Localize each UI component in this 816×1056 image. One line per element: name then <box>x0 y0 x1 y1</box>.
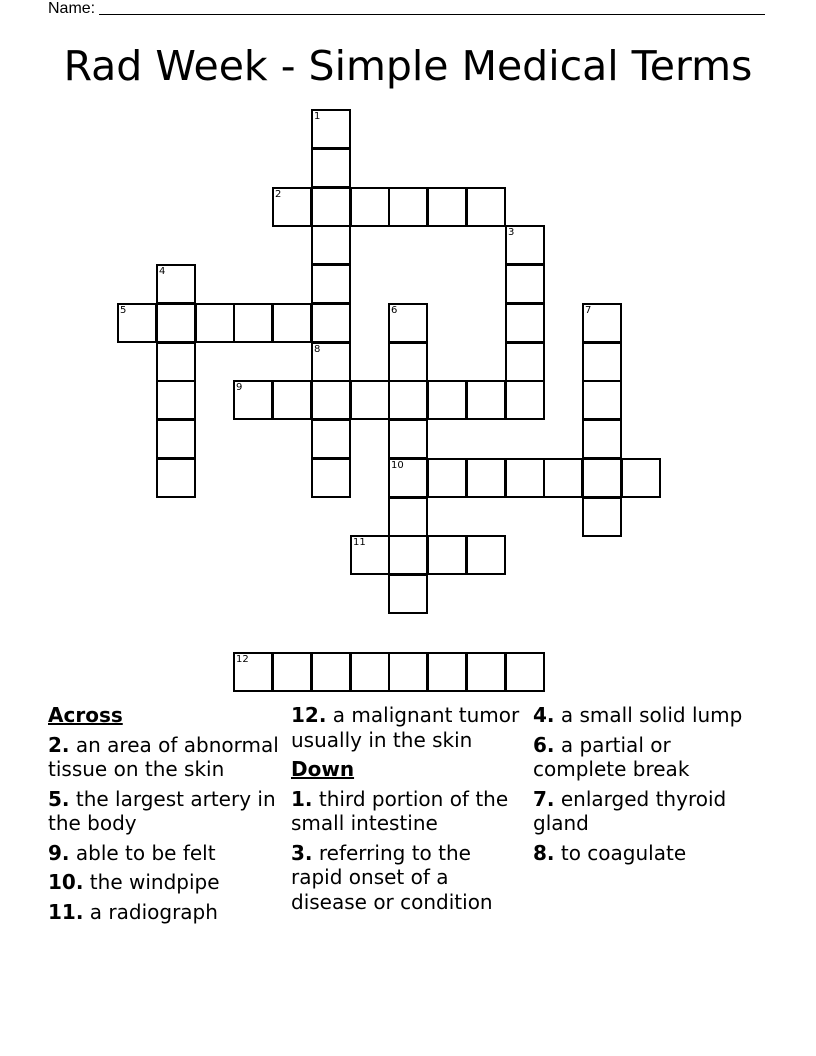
clue-text: the largest artery in the body <box>48 786 276 835</box>
grid-cell[interactable] <box>427 535 467 575</box>
clue-text: a small solid lump <box>560 703 743 727</box>
clue-column-1 <box>48 703 280 929</box>
clue-number: 12. <box>291 703 327 727</box>
clue-number: 1. <box>291 786 313 811</box>
cell-number: 12 <box>236 654 249 665</box>
clue-number: 11. <box>48 899 84 924</box>
grid-cell[interactable] <box>466 187 506 227</box>
cell-number: 5 <box>120 305 127 316</box>
grid-cell[interactable] <box>466 458 506 498</box>
grid-cell[interactable] <box>388 652 428 692</box>
grid-cell[interactable] <box>350 380 390 420</box>
cell-number: 7 <box>585 305 592 316</box>
grid-cell[interactable] <box>582 342 622 382</box>
grid-cell[interactable] <box>582 303 622 343</box>
grid-cell[interactable] <box>388 187 428 227</box>
clue-text: a radiograph <box>89 899 218 924</box>
clue-number: 7. <box>533 786 555 811</box>
grid-cell[interactable] <box>388 458 428 498</box>
down-clue <box>533 703 765 728</box>
grid-cell[interactable] <box>311 458 351 498</box>
grid-cell[interactable] <box>505 458 545 498</box>
cell-number: 6 <box>391 305 398 316</box>
clue-text: an area of abnormal tissue on the skin <box>48 732 279 781</box>
down-clue <box>533 841 765 866</box>
clue-number: 2. <box>48 732 70 757</box>
grid-cell[interactable] <box>427 458 467 498</box>
grid-cell[interactable] <box>582 419 622 459</box>
clue-column-2 <box>291 703 523 919</box>
grid-cell[interactable] <box>311 148 351 188</box>
across-clue <box>48 733 280 782</box>
grid-cell[interactable] <box>233 652 273 692</box>
clue-number: 8. <box>533 840 555 865</box>
clue-number: 10. <box>48 870 84 894</box>
grid-cell[interactable] <box>582 380 622 420</box>
grid-cell[interactable] <box>272 187 312 227</box>
grid-cell[interactable] <box>311 342 351 382</box>
cell-number: 3 <box>508 227 515 238</box>
grid-cell[interactable] <box>311 264 351 304</box>
clue-text: third portion of the small intestine <box>291 786 509 835</box>
grid-cell[interactable] <box>156 303 196 343</box>
page-title: Rad Week - Simple Medical Terms <box>63 42 753 90</box>
grid-cell[interactable] <box>505 264 545 304</box>
grid-cell[interactable] <box>388 535 428 575</box>
across-clue <box>48 787 280 836</box>
grid-cell[interactable] <box>543 458 583 498</box>
grid-cell[interactable] <box>505 225 545 265</box>
grid-cell[interactable] <box>272 303 312 343</box>
grid-cell[interactable] <box>311 187 351 227</box>
grid-cell[interactable] <box>466 652 506 692</box>
cell-number: 2 <box>275 189 282 200</box>
clue-text: a partial or complete break <box>533 732 690 781</box>
across-clue <box>48 870 280 895</box>
grid-cell[interactable] <box>621 458 661 498</box>
grid-cell[interactable] <box>505 652 545 692</box>
grid-cell[interactable] <box>505 380 545 420</box>
grid-cell[interactable] <box>156 419 196 459</box>
grid-cell[interactable] <box>582 458 622 498</box>
grid-cell[interactable] <box>311 652 351 692</box>
grid-cell[interactable] <box>233 380 273 420</box>
grid-cell[interactable] <box>466 380 506 420</box>
grid-cell[interactable] <box>350 652 390 692</box>
down-clue <box>533 733 765 782</box>
grid-cell[interactable] <box>156 380 196 420</box>
grid-cell[interactable] <box>505 303 545 343</box>
grid-cell[interactable] <box>156 264 196 304</box>
grid-cell[interactable] <box>272 380 312 420</box>
across-clue <box>48 841 280 866</box>
grid-cell[interactable] <box>388 342 428 382</box>
grid-cell[interactable] <box>117 303 157 343</box>
grid-cell[interactable] <box>582 497 622 537</box>
clue-text: referring to the rapid onset of a disease or condition <box>291 840 493 914</box>
grid-cell[interactable] <box>466 535 506 575</box>
clue-number: 9. <box>48 840 70 865</box>
clue-number: 6. <box>533 732 555 757</box>
down-clue <box>533 787 765 836</box>
clue-number: 4. <box>533 703 555 727</box>
clue-number: 5. <box>48 786 70 811</box>
grid-cell[interactable] <box>388 303 428 343</box>
down-heading: Down <box>291 757 355 781</box>
clue-text: a malignant tumor usually in the skin <box>291 703 520 752</box>
grid-cell[interactable] <box>311 380 351 420</box>
grid-cell[interactable] <box>311 419 351 459</box>
cell-number: 4 <box>159 266 166 277</box>
grid-cell[interactable] <box>311 225 351 265</box>
grid-cell[interactable] <box>505 342 545 382</box>
grid-cell[interactable] <box>427 187 467 227</box>
clue-number: 3. <box>291 840 313 865</box>
clue-text: to coagulate <box>560 840 687 865</box>
cell-number: 8 <box>314 344 321 355</box>
grid-cell[interactable] <box>195 303 235 343</box>
grid-cell[interactable] <box>350 187 390 227</box>
clue-text: able to be felt <box>75 840 216 865</box>
cell-number: 11 <box>353 537 366 548</box>
grid-cell[interactable] <box>388 497 428 537</box>
grid-cell[interactable] <box>156 458 196 498</box>
grid-cell[interactable] <box>311 109 351 149</box>
clue-text: the windpipe <box>89 870 220 894</box>
cell-number: 10 <box>391 460 404 471</box>
cell-number: 9 <box>236 382 243 393</box>
cell-number: 1 <box>314 111 321 122</box>
grid-cell[interactable] <box>156 342 196 382</box>
name-label: Name: <box>48 0 96 17</box>
grid-cell[interactable] <box>272 652 312 692</box>
grid-cell[interactable] <box>427 652 467 692</box>
grid-cell[interactable] <box>388 380 428 420</box>
grid-cell[interactable] <box>388 574 428 614</box>
clue-text: enlarged thyroid gland <box>533 786 727 835</box>
down-clue <box>291 787 523 836</box>
grid-cell[interactable] <box>350 535 390 575</box>
across-clue <box>291 703 523 752</box>
grid-cell[interactable] <box>311 303 351 343</box>
grid-cell[interactable] <box>233 303 273 343</box>
grid-cell[interactable] <box>388 419 428 459</box>
across-clue <box>48 900 280 925</box>
down-clue <box>291 841 523 915</box>
clue-column-3 <box>533 703 765 870</box>
grid-cell[interactable] <box>427 380 467 420</box>
across-heading: Across <box>48 703 123 727</box>
